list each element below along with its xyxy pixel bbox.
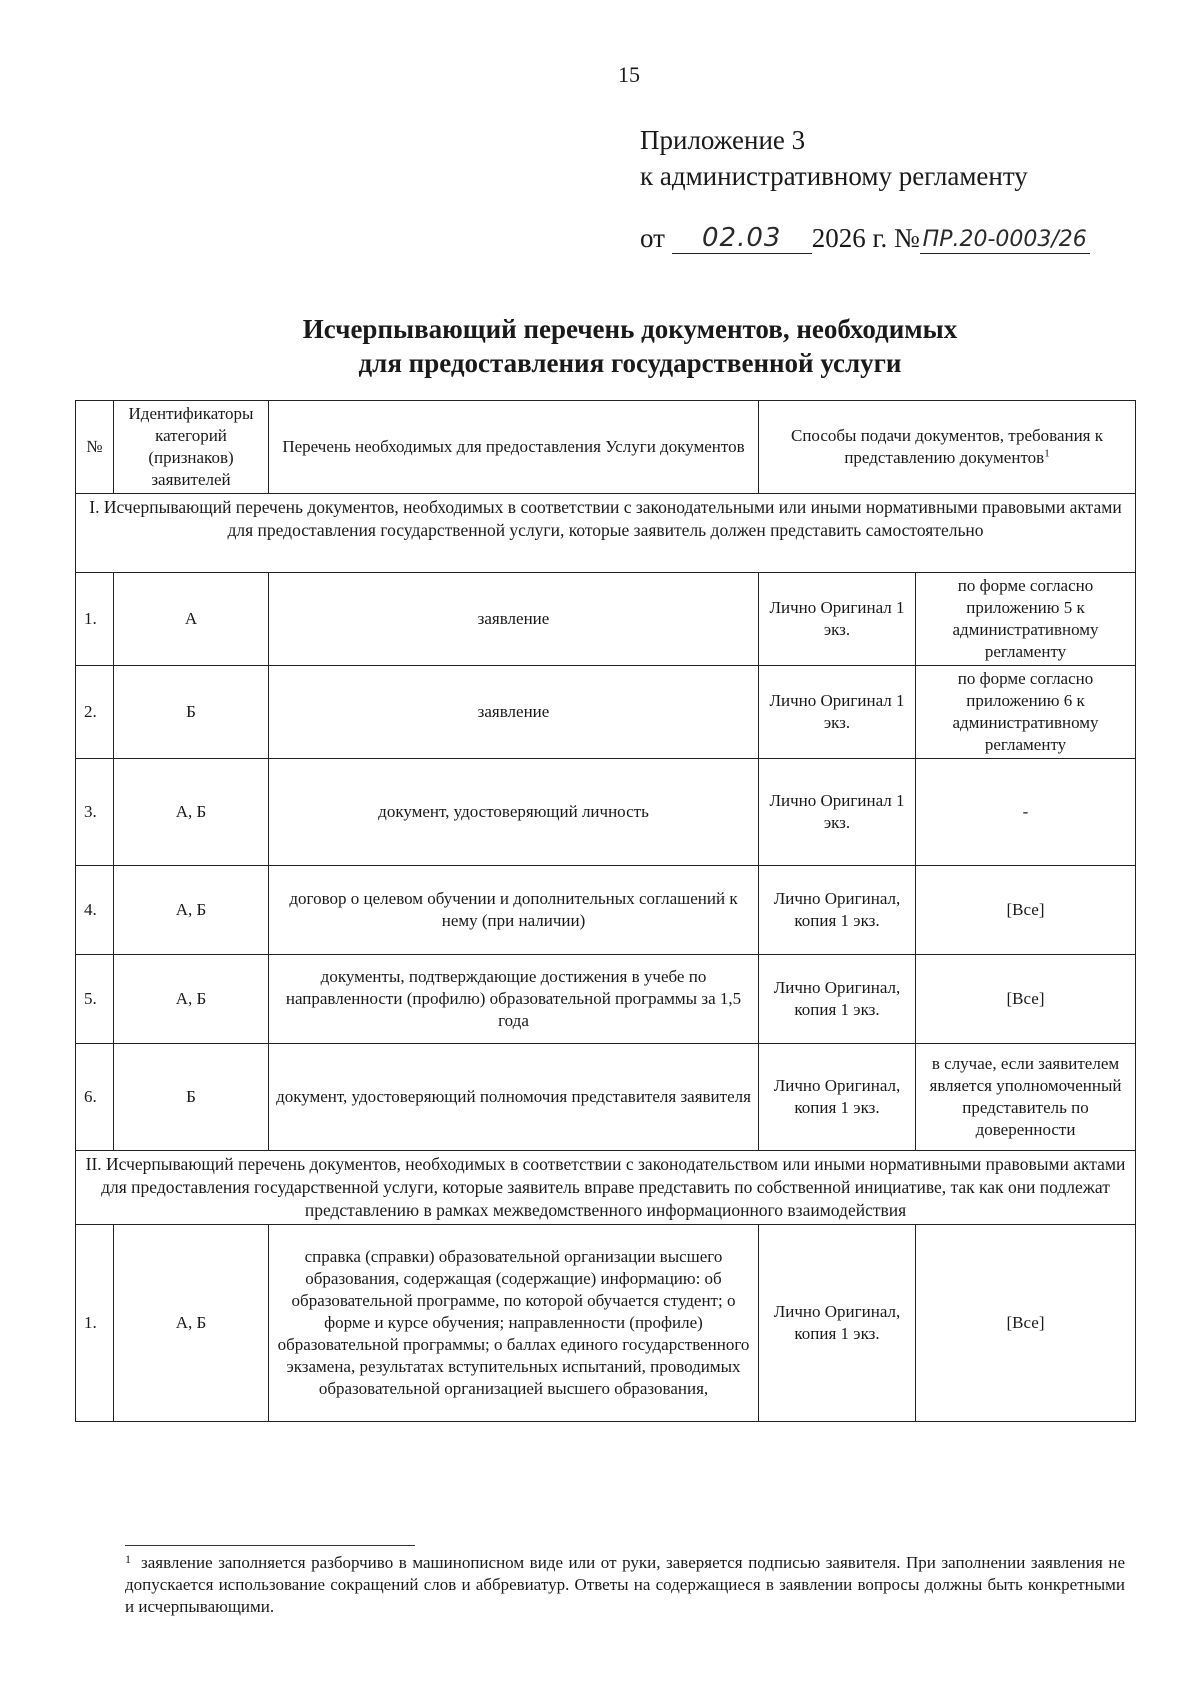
footnote-mark: 1 [125,1552,131,1566]
table-row [76,955,1136,1044]
section-2-row [76,1151,1136,1225]
row-method: Лично Оригинал, копия 1 экз. [759,866,916,955]
row-requirement: [Все] [916,866,1136,955]
footnote-ref: 1 [1044,447,1050,460]
header-documents: Перечень необходимых для предоставления Услуги документов [269,401,759,494]
row-document: справка (справки) образовательной организации высшего образования, содержащая (содержащие) информацию: об образовательной программе, по которой обучается студент; о форме и курсе обучения; направленности (профиле) образовательной программы; о баллах единого государственного экзамена, результатах вступительных испытаний, проводимых образовательной организацией высшего образования, [269,1225,759,1422]
row-num: 1. [76,573,114,666]
row-category: Б [114,1044,269,1151]
row-category: А, Б [114,866,269,955]
row-requirement: по форме согласно приложению 5 к административному регламенту [916,573,1136,666]
section-1-heading: I. Исчерпывающий перечень документов, необходимых в соответствии с законодательными или иными нормативными правовыми актами для предоставления государственной услуги, которые заявитель должен представить самостоятельно [76,494,1136,573]
table-row [76,866,1136,955]
handwritten-date-field [672,222,812,254]
handwritten-number-field [920,222,1090,254]
row-category: А, Б [114,1225,269,1422]
page-number: 15 [618,62,640,87]
row-method: Лично Оригинал 1 экз. [759,759,916,866]
row-num: 5. [76,955,114,1044]
title-line-1: Исчерпывающий перечень документов, необходимых [302,314,958,344]
row-document: заявление [269,666,759,759]
row-requirement: по форме согласно приложению 6 к административному регламенту [916,666,1136,759]
row-num: 6. [76,1044,114,1151]
row-document: заявление [269,573,759,666]
row-requirement: - [916,759,1136,866]
appendix-block [640,122,1028,194]
table-row [76,573,1136,666]
header-categories: Идентификаторы категорий (признаков) заявителей [114,401,269,494]
row-category: А [114,573,269,666]
title-line-2: для предоставления государственной услуги [358,348,902,378]
row-num: 1. [76,1225,114,1422]
row-method: Лично Оригинал, копия 1 экз. [759,1225,916,1422]
section-1-row [76,494,1136,573]
header-num: № [76,401,114,494]
footnote-divider [125,1545,415,1546]
row-method: Лично Оригинал, копия 1 экз. [759,955,916,1044]
row-requirement: в случае, если заявителем является уполномоченный представитель по доверенности [916,1044,1136,1151]
appendix-title: Приложение 3 [640,125,806,155]
appendix-subtitle: к административному регламенту [640,161,1028,191]
row-document: договор о целевом обучении и дополнительных соглашений к нему (при наличии) [269,866,759,955]
row-method: Лично Оригинал, копия 1 экз. [759,1044,916,1151]
table-row [76,1225,1136,1422]
row-document: документ, удостоверяющий полномочия представителя заявителя [269,1044,759,1151]
handwritten-date: 02.03 [701,223,782,253]
header-methods: Способы подачи документов, требования к представлению документов$^1$ [759,401,1136,494]
row-requirement: [Все] [916,1225,1136,1422]
date-prefix: от [640,223,665,253]
row-document: документ, удостоверяющий личность [269,759,759,866]
handwritten-number: ПР.20-0003/26 [922,227,1087,252]
row-category: А, Б [114,955,269,1044]
table-header-row [76,401,1136,494]
year-text: 2026 г. № [811,223,920,253]
row-requirement: [Все] [916,955,1136,1044]
footnote [125,1552,1125,1618]
row-document: документы, подтверждающие достижения в учебе по направленности (профилю) образовательной программы за 1,5 года [269,955,759,1044]
section-2-heading: II. Исчерпывающий перечень документов, необходимых в соответствии с законодательством или иными нормативными правовыми актами для предоставления государственной услуги, которые заявитель вправе представить по собственной инициативе, так как они подлежат представлению в рамках межведомственного информационного взаимодействия [76,1151,1136,1225]
table-row [76,1044,1136,1151]
row-category: Б [114,666,269,759]
row-num: 2. [76,666,114,759]
footnote-text: заявление заполняется разборчиво в машинописном виде или от руки, заверяется подписью заявителя. При заполнении заявления не допускается использование сокращений слов и аббревиатур. Ответы на содержащиеся в заявлении вопросы должны быть конкретными и исчерпывающими. [125,1553,1125,1616]
table-row [76,666,1136,759]
row-method: Лично Оригинал 1 экз. [759,666,916,759]
row-category: А, Б [114,759,269,866]
table-row [76,759,1136,866]
document-title [0,312,1200,380]
row-num: 3. [76,759,114,866]
documents-table [75,400,1136,1422]
approval-date-line [640,222,1090,254]
row-num: 4. [76,866,114,955]
row-method: Лично Оригинал 1 экз. [759,573,916,666]
